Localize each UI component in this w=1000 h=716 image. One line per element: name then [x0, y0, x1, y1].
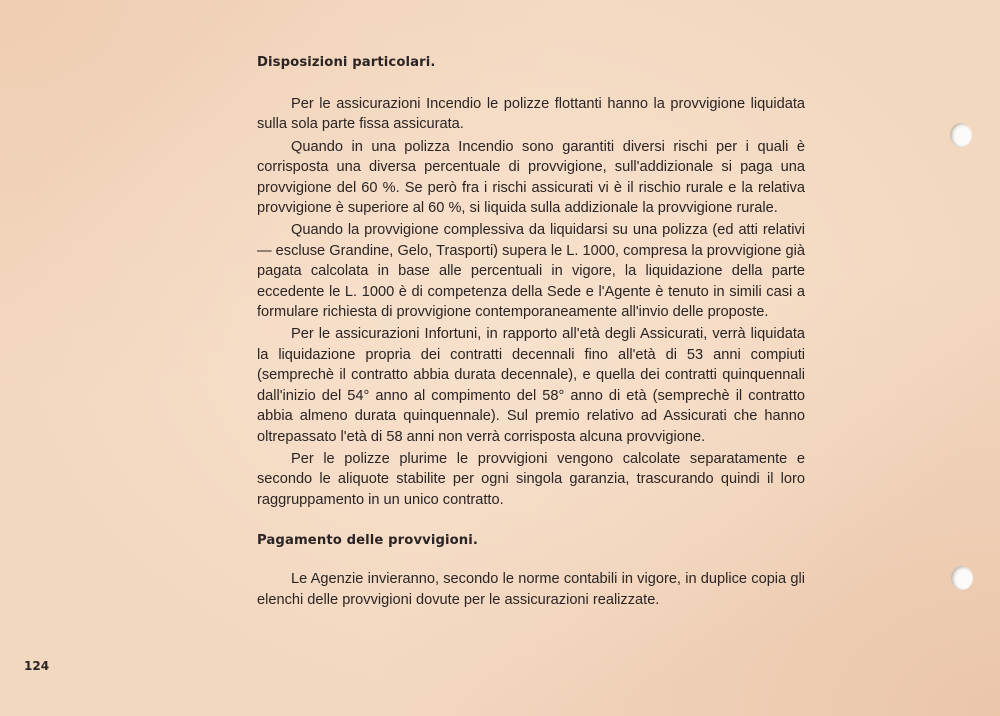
paragraph: Per le polizze plurime le provvigioni vengono calcolate separatamente e secondo le aliquote stabilite per ogni singola garanzia, trascurando quindi il loro raggruppamento in un unico contratto.	[257, 450, 805, 508]
document-body	[257, 44, 805, 612]
paragraph: Quando in una polizza Incendio sono garantiti diversi rischi per i quali è corrisposta una diversa percentuale di provvigione, sull'addizionale si paga una provvigione del 60 %. Se però fra i rischi assicurati vi è il rischio rurale e la relativa provvigione è superiore al 60 %, si liquida sulla addizionale la provvigione rurale.	[257, 138, 805, 217]
paragraph: Per le assicurazioni Incendio le polizze flottanti hanno la provvigione liquidata sulla sola parte fissa assicurata.	[257, 96, 805, 133]
section-heading-pagamento: Pagamento delle provvigioni.	[257, 533, 478, 549]
page-number: 124	[24, 659, 50, 673]
paragraph: Quando la provvigione complessiva da liquidarsi su una polizza (ed atti relativi — escluse Grandine, Gelo, Trasporti) supera le L. 1000, compresa la provvigione già pagata calcolata in base alle percentuali in vigore, la liquidazione della parte eccedente le L. 1000 è di competenza della Sede e l'Agente è tenuto in simili casi a formulare richiesta di provvigione contemporaneamente all'invio delle proposte.	[257, 222, 805, 321]
section-heading-disposizioni: Disposizioni particolari.	[257, 55, 436, 70]
punch-hole-icon	[950, 123, 972, 147]
punch-hole-icon	[951, 566, 973, 590]
paragraph: Per le assicurazioni Infortuni, in rapporto all'età degli Assicurati, verrà liquidata la liquidazione propria dei contratti decennali fino all'età di 53 anni compiuti (semprechè il contratto abbia durata decennale), e quella dei contratti quinquennali dall'inizio del 54° anno al compimento del 58° anno di età (semprechè il contratto abbia almeno durata quinquennale). Sul premio relativo ad Assicurati che hanno oltrepassato l'età di 58 anni non verrà corrisposta alcuna provvigione.	[257, 326, 805, 445]
paragraph: Le Agenzie invieranno, secondo le norme contabili in vigore, in duplice copia gli elenchi delle provvigioni dovute per le assicurazioni realizzate.	[257, 571, 805, 608]
